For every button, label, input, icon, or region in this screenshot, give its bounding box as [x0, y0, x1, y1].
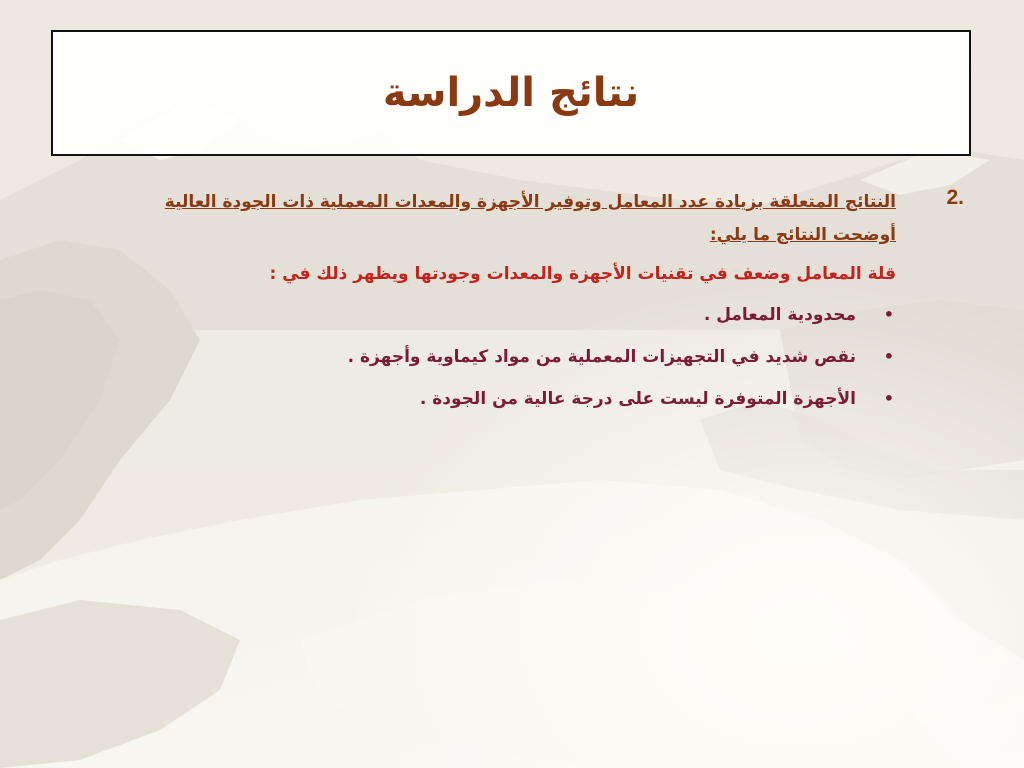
point-heading-line-1: النتائج المتعلقة بزيادة عدد المعامل وتوفير الأجهزة والمعدات المعملية ذات الجودة العالية	[164, 192, 896, 212]
point-subheading: قلة المعامل وضعف في تقنيات الأجهزة والمعدات وجودتها ويظهر ذلك في :	[269, 264, 896, 284]
point-heading-line-2: أوضحت النتائج ما يلي:	[709, 225, 896, 245]
bullet-text: نقص شديد في التجهيزات المعملية من مواد كيماوية وأجهزة .	[347, 347, 856, 367]
bullet-text: محدودية المعامل .	[703, 305, 856, 325]
bullet-list	[64, 294, 896, 420]
bullet-item	[64, 294, 896, 336]
bullet-dot-icon: •	[883, 389, 894, 408]
bullet-item	[64, 378, 896, 420]
bullet-item	[64, 336, 896, 378]
bullet-text: الأجهزة المتوفرة ليست على درجة عالية من الجودة .	[419, 389, 856, 409]
slide-body	[64, 186, 964, 420]
point-number: 2.	[946, 186, 964, 209]
bullet-dot-icon: •	[883, 305, 894, 324]
point-heading	[64, 186, 896, 252]
numbered-point	[64, 186, 964, 420]
title-frame	[51, 30, 971, 156]
slide-title: نتائج الدراسة	[382, 70, 640, 116]
bullet-dot-icon: •	[883, 347, 894, 366]
